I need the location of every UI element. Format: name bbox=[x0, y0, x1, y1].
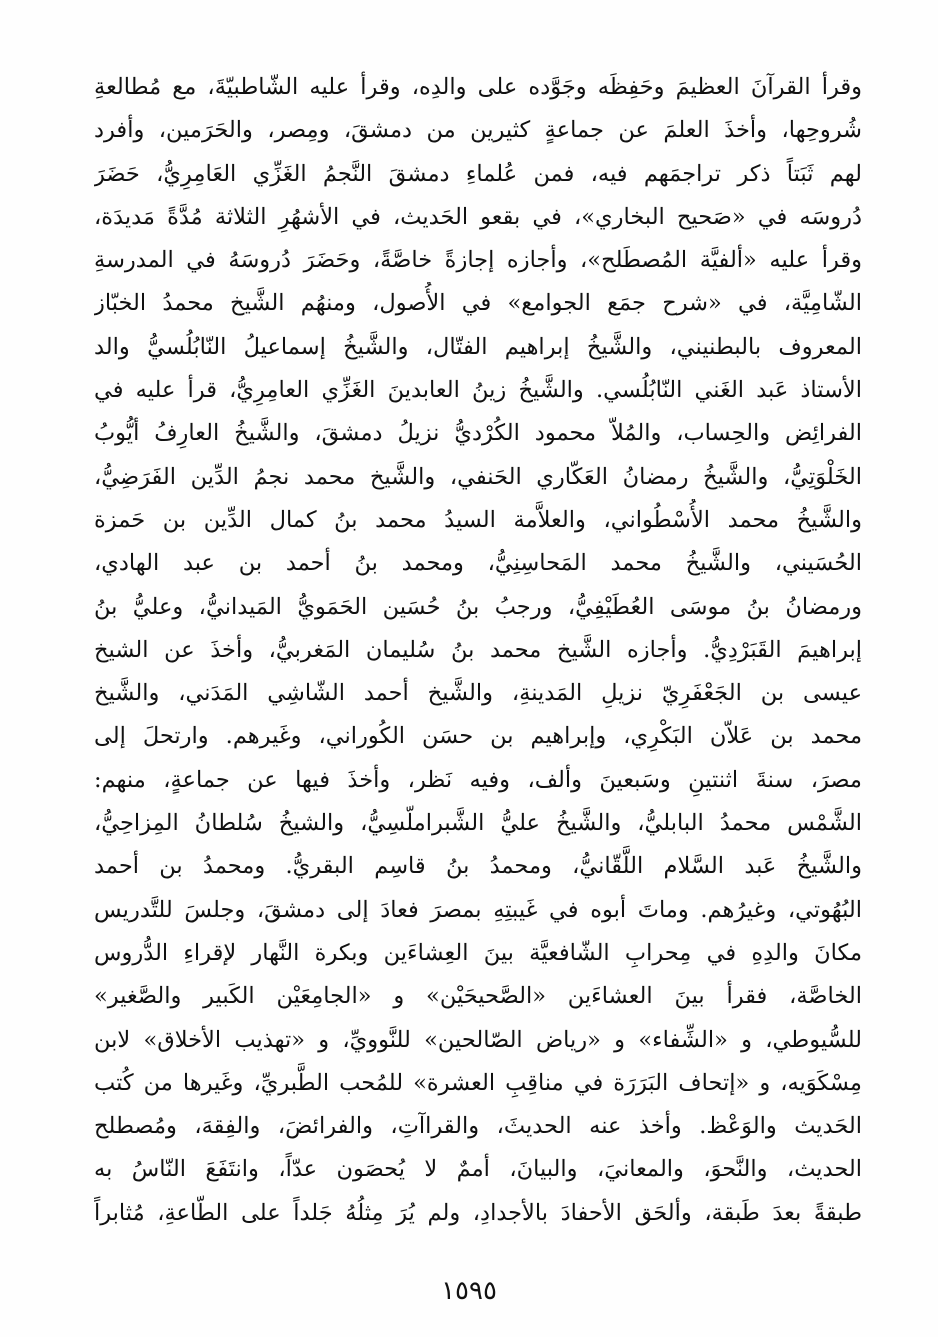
text-line: مكانَ والدِهِ في مِحرابِ الشّافعيَّة بينَ العِشاءَين وبكرة النَّهار لإقراءِ الدُّروس bbox=[94, 939, 862, 966]
text-line: الشَّمْس محمدُ البابليُّ، والشَّيخُ عليُّ الشَّبراملّسِيُّ، والشيخُ سُلطانُ المِزاحِيُّ، bbox=[94, 810, 862, 837]
text-line: والشَّيخُ محمد الأُسْطُواني، والعلاَّمة السيدُ محمد بنُ كمال الدِّين بن حَمزة bbox=[94, 506, 862, 533]
text-line: وقرأ القرآنَ العظيمَ وحَفِظَه وجَوَّده على والدِه، وقرأ عليه الشّاطبيّةَ، مع مُطالعةِ bbox=[94, 74, 862, 100]
text-line: الحُسَيني، والشَّيخُ محمد المَحاسِنِيُّ، ومحمد بنُ أحمد بن عبد الهادي، bbox=[94, 550, 862, 577]
text-line: ورمضانُ بنُ موسَى العُطَيْفِيُّ، ورجبُ بنُ حُسَين الحَمَويُّ المَيدانيُّ، وعليُّ بنُ bbox=[94, 593, 862, 620]
text-line: مصرَ، سنةَ اثنتينِ وسَبعينَ وألف، وفيه نَظر، وأخذَ فيها عن جماعةٍ، منهم: bbox=[94, 766, 862, 793]
text-line: دُروسَه في «صَحيح البخاري»، في بقعو الحَديث، في الأشهُرِ الثلاثة مُدَّةً مَديدَة، bbox=[94, 203, 862, 230]
text-line: شُروحِها، وأخذَ العلمَ عن جماعةٍ كثيرين من دمشقَ، ومِصر، والحَرَمين، وأفرد bbox=[94, 117, 862, 144]
text-line: وقرأ عليه «ألفيَّة المُصطَلح»، وأجازه إجازةً خاصَّةً، وحَضَرَ دُروسَهُ في المدرسةِ bbox=[94, 247, 862, 274]
text-line: مِسْكَوَيه، و «إتحاف البَرَرَة في مناقِبِ العشرة» للمُحب الطَّبريِّ، وغَيرها من كُتب bbox=[94, 1069, 862, 1096]
text-line: محمد بن عَلاّن البَكْرِي، وإبراهيم بن حسَن الكُوراني، وغَيرهم. وارتحلَ إلى bbox=[94, 723, 862, 750]
text-line: الشّامِيَّة، في «شرح جمَع الجوامع» في الأُصول، ومنهُم الشَّيخ محمدُ الخبّاز bbox=[94, 290, 862, 317]
text-line: إبراهيمَ القَبَرْدِيُّ. وأجازه الشَّيخ محمد بنُ سُليمان المَغربيُّ، وأخذَ عن الشيخ bbox=[94, 636, 862, 663]
text-line: البُهُوتي، وغيرُهم. وماتَ أبوه في غَيبتِهِ بمصرَ فعادَ إلى دمشقَ، وجلسَ للتَّدريس bbox=[94, 896, 862, 923]
body-text bbox=[94, 66, 862, 1235]
page-number: ١٥٩٥ bbox=[441, 1276, 497, 1306]
text-line: للسُّيوطي، و «الشِّفاء» و «رياض الصّالحين» للنَّوويِّ، و «تهذيب الأخلاق» لابن bbox=[94, 1026, 862, 1053]
text-line: عيسى بن الجَعْفَرِيّ نزيلِ المَدينةِ، والشَّيخ أحمد الشّاشِي المَدَني، والشَّيخ bbox=[94, 680, 862, 707]
text-line: الحَديث والوَعْظ. وأخذ عنه الحديثَ، والقراآتِ، والفرائضَ، والفِقهَ، ومُصطلح bbox=[94, 1113, 862, 1140]
text-line: والشَّيخُ عَبد السَّلام اللَّقّانيُّ، ومحمدُ بنُ قاسِم البقريُّ. ومحمدُ بن أحمد bbox=[94, 853, 862, 880]
text-line: الفرائِض والحِساب، والمُلاّ محمود الكُرْديُّ نزيلُ دمشقَ، والشَّيخُ العارِفُ أيُّوبُ bbox=[94, 420, 862, 447]
text-line: المعروف بالبطنيني، والشَّيخُ إبراهيم الفتّال، والشَّيخُ إسماعيلُ النّابُلُسيُّ والد bbox=[94, 333, 862, 360]
text-line: الخَلْوَتِيُّ، والشَّيخُ رمضانُ العَكّاري الحَنفي، والشَّيخ محمد نجمُ الدِّين الفَرَضِيُّ، bbox=[94, 463, 862, 490]
text-line: الحديث، والنَّحوَ، والمعانيَ، والبيانَ، أممٌ لا يُحصَون عدّاً، وانتَفَعَ النّاسُ به bbox=[94, 1156, 862, 1183]
text-line: الأستاذ عَبد الغَني النّابُلُسي. والشَّيخُ زينُ العابدينَ الغَزِّي العامِرِيُّ، قرأ عليه في bbox=[94, 377, 862, 404]
text-line: لهم ثَبَتاً ذكر تراجمَهم فيه، فمن عُلماءِ دمشقَ النَّجمُ الغَزِّي العَامِرِيُّ، حَضَرَ bbox=[94, 160, 862, 187]
text-line: الخاصَّة، فقرأ بينَ العشاءَين «الصَّحيحَيْن» و «الجامِعَيْن الكَبير والصَّغير» bbox=[94, 983, 862, 1010]
text-line: طبقةً بعدَ طَبقة، وألحَق الأحفادَ بالأجدادِ، ولم يُرَ مِثلُهُ جَلداً على الطّاعةِ، مُثابراً bbox=[94, 1199, 862, 1226]
